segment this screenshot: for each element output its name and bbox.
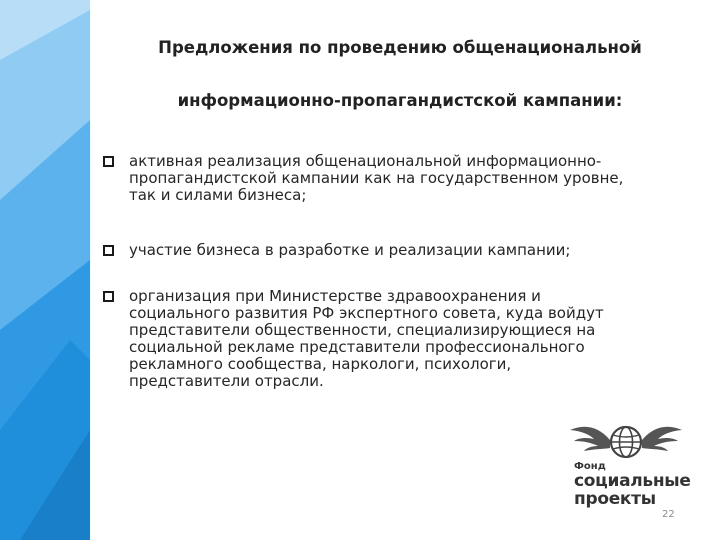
bullet-line: пропагандистской кампании как на государственном уровне, — [129, 169, 624, 187]
decorative-side-panel — [0, 0, 90, 540]
bullet-line: представители общественности, специализирующиеся на — [129, 321, 596, 339]
bullet-line: представители отрасли. — [129, 372, 324, 390]
logo-line-1: социальные — [574, 471, 691, 491]
logo-top-text: Фонд — [574, 461, 606, 472]
logo-line-2: проекты — [574, 489, 656, 509]
slide-title-line-2: информационно-пропагандистской кампании: — [177, 91, 623, 110]
bullet-line: участие бизнеса в разработке и реализации кампании; — [129, 241, 571, 259]
slide-title-line-1: Предложения по проведению общенациональной — [158, 38, 642, 57]
bullet-line: социального развития РФ экспертного совета, куда войдут — [129, 304, 604, 322]
bullet-line: активная реализация общенациональной информационно- — [129, 152, 602, 170]
side-panel-graphic — [0, 0, 90, 540]
bullet-line: организация при Министерстве здравоохранения и — [129, 287, 541, 305]
bullet-text — [129, 153, 669, 204]
bullet-line: рекламного сообщества, наркологи, психологи, — [129, 355, 512, 373]
square-bullet-icon — [103, 291, 114, 302]
bullet-line: так и силами бизнеса; — [129, 186, 307, 204]
bullet-line: социальной рекламе представители профессионального — [129, 338, 585, 356]
winged-globe-icon — [566, 418, 686, 464]
bullet-text — [129, 242, 669, 259]
page-number: 22 — [662, 509, 675, 520]
bullet-text — [129, 288, 669, 390]
square-bullet-icon — [103, 156, 114, 167]
foundation-logo — [566, 418, 691, 509]
square-bullet-icon — [103, 245, 114, 256]
